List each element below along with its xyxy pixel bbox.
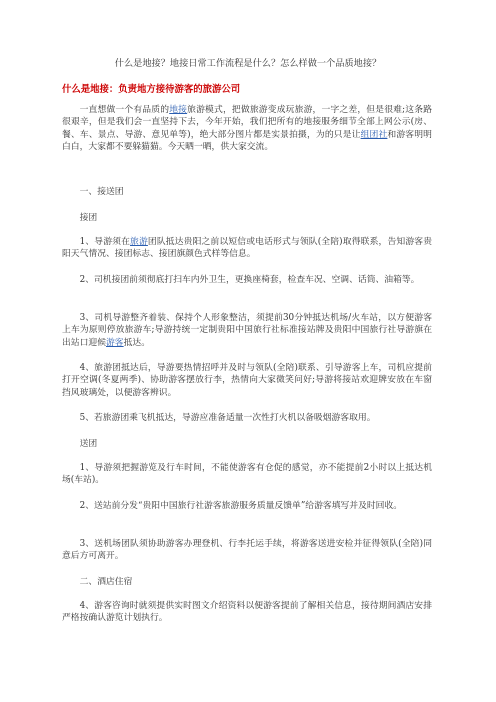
intro-paragraph: 一直想做一个有品质的地接旅游模式，把做旅游变成玩旅游，一字之差，但是很难;这条路很艰辛，但是我们会一直坚持下去，今年开始，我们把所有的地接服务细节全部上网公示(房、餐、车、景点、导游、意见单等)，绝大部分图片都是实景拍摄，为的只是让组团社和游客明明白白，大家都不要躲猫猫。今天晒一晒，供大家交流。 (62, 105, 432, 153)
subheading-pickup: 接团 (79, 213, 98, 223)
link-dijie[interactable]: 地接 (169, 105, 188, 115)
link-youke[interactable]: 游客 (106, 337, 124, 348)
section-heading-pickup-dropoff: 一、接送团 (79, 187, 124, 197)
item-3: 3、司机导游整齐着装、保持个人形象整洁，须提前30分钟抵达机场/火车站，以方便游客上车为原则停放旅游车;导游持统一定制贵阳中国旅行社标准接站牌及贵阳中国旅行社导游旗在出站口迎候游客抵达。 (62, 313, 432, 348)
item-7: 2、送站前分发“贵阳中国旅行社游客旅游服务质量反馈单”给游客填写并及时回收。 (79, 501, 403, 511)
section-heading-hotel: 二、酒店住宿 (79, 577, 133, 587)
document-subtitle: 什么是地接：负责地方接待游客的旅游公司 (62, 84, 241, 95)
item-1: 1、导游须在旅游团队抵达贵阳之前以短信或电话形式与领队(全陪)取得联系，告知游客贵阳天气情况、接团标志、接团旗颜色式样等信息。 (62, 237, 432, 260)
item-2: 2、司机接团前须彻底打扫车内外卫生，更换座椅套，检查车况、空调、话筒、油箱等。 (79, 275, 420, 285)
link-lvyou[interactable]: 旅游 (130, 237, 148, 247)
item-6: 1、导游须把握游览及行车时间，不能使游客有仓促的感觉，亦不能提前2小时以上抵达机场(车站)。 (62, 463, 432, 486)
document-title: 什么是地接？地接日常工作流程是什么？怎么样做一个品质地接？ (114, 58, 382, 69)
item-5: 5、若旅游团乘飞机抵达，导游应准备适量一次性打火机以备吸烟游客取用。 (79, 413, 376, 423)
item-8: 3、送机场团队须协助游客办理登机、行李托运手续，将游客送进安检并征得领队(全陪)同意后方可离开。 (62, 539, 432, 562)
subheading-dropoff: 送团 (79, 439, 98, 449)
item-4: 4、旅游团抵达后，导游要热情招呼并及时与领队(全陪)联系、引导游客上车，司机应提前打开空调(冬夏两季)、协助游客摆放行李，热情向大家微笑问好;导游将接站欢迎牌安放在车窗挡风玻璃处，以便游客辨识。 (62, 363, 432, 398)
item-9: 4、游客咨询时就须提供实时图文介绍资料以便游客提前了解相关信息，接待期间酒店安排严格按确认游览计划执行。 (62, 601, 432, 624)
link-zutuanshe[interactable]: 组团社 (360, 129, 388, 140)
